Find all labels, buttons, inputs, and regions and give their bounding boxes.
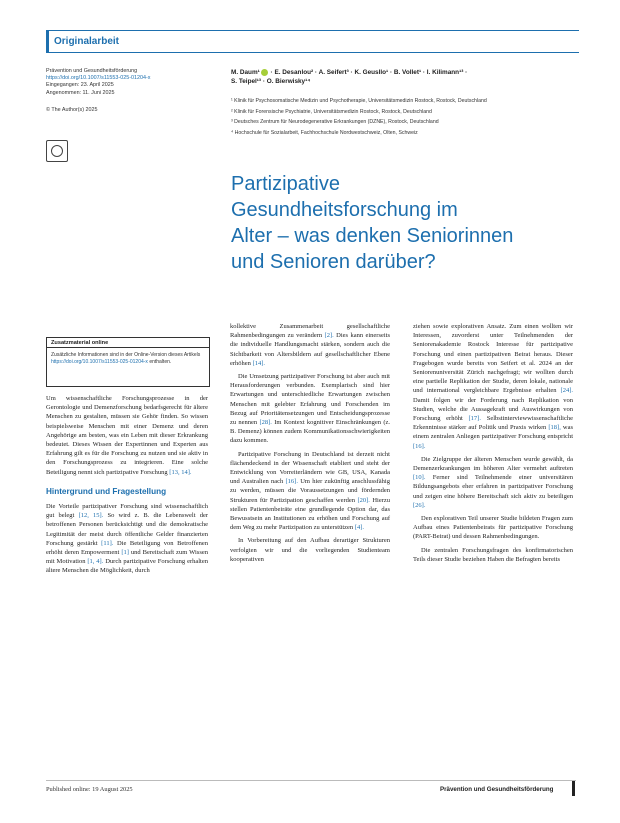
authors-line-2: S. Teipel¹³ · O. Bierwisky¹⁴: [231, 78, 311, 85]
article-title: [231, 171, 581, 275]
open-access-icon[interactable]: [46, 140, 68, 162]
received-date: Eingegangen: 23. April 2025: [46, 82, 114, 89]
affiliations: [231, 96, 581, 138]
footer-journal: Prävention und Gesundheitsförderung: [440, 786, 554, 793]
title-line: Gesundheitsforschung im: [231, 199, 458, 221]
supplementary-heading: Zusatzmaterial online: [47, 338, 209, 348]
paragraph: ziehen sowie explorativen Ansatz. Zum einen wollten wir Interessen, zuvorderst unter Teilnehmenden der Seniorenakademie Rostock Interesse für partizipative Forschung und einen partizipativen Beirat heraus. Dieser Fragebogen wurde bereits von Seifert et al. 2024 an der Seniorenuniversität Zürich nachgefragt; wir wollten durch eine partielle Replikation der Studie, deren lokale, nationale und international vergleichbare Ergebnisse erhalten [24]. Damit folgen wir der Forderung nach Replikation von Studien, welche die Aussagekraft und Auswirkungen von Forschung erhöht [17]. Selbstinterviewwissenschaftliche Erkenntnisse stärker auf Politik und Praxis wirken [18], was einem zentralen Anliegen partizipativer Forschung entspricht [16].: [413, 323, 574, 450]
copyright: © The Author(s) 2025: [46, 106, 98, 113]
paragraph: In Vorbereitung auf den Aufbau derartiger Strukturen verfolgten wir und die vorliegenden Studienteam kooperativen: [230, 537, 390, 563]
supplementary-box: [46, 337, 210, 387]
affiliation: ⁴ Hochschule für Sozialarbeit, Fachhochschule Nordwestschweiz, Olten, Schweiz: [231, 129, 418, 136]
paragraph: Die Umsetzung partizipativer Forschung ist aber auch mit Herausforderungen verbunden. Exemplarisch sind hier Erwartungen und unterschiedliche Erwartungen zwischen Menschen mit gelebter Erfahrung und Forschenden im Bezug auf Prioritätensetzungen und Entscheidungsprozesse zu nennen [28]. Im Kontext kognitiver Einschränkungen (z. B. Demenz) können zudem Kommunikationsschwierigkeiten dazu kommen.: [230, 373, 391, 445]
body-column-3: [413, 322, 573, 568]
section-label: Originalarbeit: [54, 36, 120, 47]
page-marker: [572, 781, 575, 796]
paragraph: Die Zielgruppe der älteren Menschen wurde gewählt, da Demenzerkrankungen im höheren Alter vermehrt auftreten [10]. Ferner sind Teilnehmende einer universitären Bildungsangebots eher erfahren in partizipativer Forschung und zeigen eine höhere Bereitschaft sich aktiv zu beteiligen [26].: [413, 455, 573, 509]
published-date: Published online: 19 August 2025: [46, 786, 133, 793]
footer-divider: [46, 780, 576, 781]
journal-name: Prävention und Gesundheitsförderung: [46, 68, 138, 74]
paragraph: Den explorativen Teil unserer Studie bildeten Fragen zum Aufbau eines Patientenbeirats für partizipative Forschung (PART-Beirat) und dessen Rahmenbedingungen.: [413, 515, 573, 541]
title-line: Alter – was denken Seniorinnen: [231, 225, 514, 247]
header-bar: [46, 30, 579, 53]
paragraph: Die zentralen Forschungsfragen des konfirmatorischen Teils dieser Studie beziehen Haben die Befragten bereits: [413, 546, 573, 563]
title-line: Partizipative: [231, 173, 340, 195]
section-heading: Hintergrund und Fragestellung: [46, 486, 167, 496]
paragraph: Die Vorteile partizipativer Forschung sind wissenschaftlich gut belegt [12, 15]. So wird z. B. die Lebenswelt der betroffenen Personen berücksichtigt und die demokratische Legitimität der meist durch öffentliche Gelder finanzierten Forschung gestärkt [11]. Die Beteiligung von Betroffenen erhöht deren Empowerment [1] und Bereitschaft zum Wissen mit Motivation [1, 4]. Durch partizipative Forschung erhalten ältere Menschen die Möglichkeit, durch: [46, 503, 209, 575]
affiliation: ³ Deutsches Zentrum für Neurodegenerative Erkrankungen (DZNE), Rostock, Deutschland: [231, 119, 439, 125]
doi-link[interactable]: https://doi.org/10.1007/s11553-025-01204-x: [46, 75, 151, 82]
paragraph: kollektive Zusammenarbeit gesellschaftliche Rahmenbedingungen zu verändern [2]. Dies kann einerseits die individuelle Handlungsmacht stärken, sondern auch die Sichtbarkeit von Altersbildern auf gesellschaftlicher Ebene erhöhen [14].: [230, 323, 391, 367]
affiliation: ¹ Klinik für Psychosomatische Medizin und Psychotherapie, Universitätsmedizin Rostock, Rostock, Deutschland: [231, 98, 487, 104]
supplementary-text: Zusätzliche Informationen sind in der Online-Version dieses Artikels https://doi.org/10.1007/s11553-025-01204-x enthalten.: [51, 352, 201, 365]
orcid-icon[interactable]: [261, 69, 268, 76]
paragraph: Partizipative Forschung in Deutschland ist derzeit nicht flächendeckend in der Wissenschaft etabliert und steht der Entwicklung von Vorreiterländern wie GB, USA, Kanada und Australien nach [16]. Um hier zukünftig anschlussfähig zu werden, müssen die Voraussetzungen und fördernden Strukturen für Partizipation geschaffen werden [20]. Hierzu stellen Patientenbeiräte eine grundlegende Option dar, das Bewusstsein an Institutionen zu erhöhen und Forschung auf dem Weg zu mehr Partizipation zu unterstützen [4].: [230, 450, 390, 532]
accepted-date: Angenommen: 11. Juni 2025: [46, 89, 115, 96]
affiliation: ² Klinik für Forensische Psychiatrie, Universitätsmedizin Rostock, Rostock, Deutschland: [231, 108, 432, 115]
paragraph: Um wissenschaftliche Forschungsprozesse in der Gerontologie und Demenzforschung bedarfsgerecht für ältere Menschen zu gestalten, müssen sie Gehör finden. So wissen beispielsweise Menschen mit einer Demenz und deren Angehörige am besten, was ein Leben mit dieser Erkrankung bedeutet. Dieses Wissen der Expertinnen und Experten aus Erfahrung gilt es für die Forschung zu nutzen und sie aktiv in den Forschungsprozess zu integrieren. Eine solche Beteiligung nennt sich partizipative Forschung [13, 14].: [46, 395, 208, 476]
supplementary-link[interactable]: https://doi.org/10.1007/s11553-025-01204-x: [51, 358, 148, 365]
title-line: und Senioren darüber?: [231, 251, 436, 273]
article-meta: [46, 68, 206, 114]
author-list: [231, 68, 581, 86]
body-column-1: [46, 394, 208, 580]
authors-line-1: M. Daum¹ · E. Desanlou² · A. Seifert³ · K. Geusllo¹ · B. Vollet¹ · I. Kilimann¹³ ·: [231, 69, 468, 76]
body-column-2: [230, 322, 390, 568]
